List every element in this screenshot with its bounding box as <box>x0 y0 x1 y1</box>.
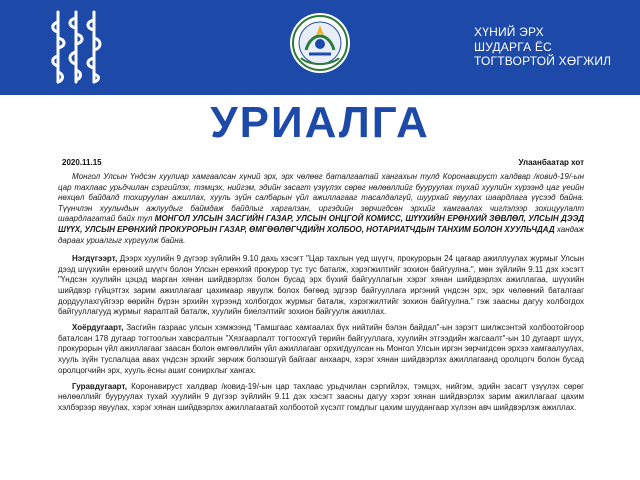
intro-tail: хандаж дараах уриалгыг хүргүүлж байна. <box>58 224 584 245</box>
paragraph-3 <box>58 382 584 414</box>
mongolian-script-logo <box>48 8 108 86</box>
page-title: УРИАЛГА <box>210 98 430 147</box>
paragraph-1-lead: Нэгдүгээрт, <box>72 254 118 264</box>
intro-text: Монгол Улсын Үндсэн хуулиар хамгаалсан хүний эрх, эрх чөлөөг баталгаатай хангахын тулд Коронавируст халдвар /ковид-19/-ын цар тахлаас урьдчилан сэргийлэх, тэмцэх, нийгэм, эдийн засагт үзүүлэх сөрөг нөлөөллийг бууруулах тухай хуулийн хүрээнд цаг үеийн нөхцөл байдалд тохируулан ажиллах, хууль зүйн салбарын үйл ажиллагааг тасалдалгүй, шуурхай явуулах шаардлага үүсээд байна. Түүнчлэн хуульчдын ажлуудыг баймдаж байдлыг харгалзан, иргэдийн зөрчигдсөн эрхийг хамгаалах чиглэлээр зохицуулалт шаардлагатай байх тул <box>58 172 584 224</box>
paragraph-2-text: Засгийн газраас улсын хэмжээнд "Гамшгаас хамгаалах бүх нийтийн бэлэн байдал"-ын зэрэгт шилжсэнтэй холбоотойгоор баталсан 178 дугаар тогтоолын хавсралтын "Хязгаарлалт тогтоохгүй төрийн байгууллага, хуулийн этгээдийн жагсаалт"-ын 10 дугаарт шүүх, прокурорын үйл ажиллагааг заасан болон өмгөөллийн үйл ажиллагааг орхигдуулсан нь Монгол Улсын иргэн зөрчигдсөн эрхээ хамгаалуулах, хууль зүйн туслалцаа авах үндсэн эрхийг зөрчиж болзошгүй байгааг анхаарч, хэрэг хянан шийдвэрлэх ажиллагаанд оролцогч болон бусад оролцогчийн эрх, хууль ёсны ашиг сонирхлыг хангах. <box>58 323 584 375</box>
document-date: 2020.11.15 <box>62 158 102 167</box>
commission-emblem <box>289 12 351 74</box>
paragraph-3-lead: Гуравдугаарт, <box>72 381 128 391</box>
org-name-line3: ТОГТВОРТОЙ ХӨГЖИЛ <box>474 54 612 68</box>
header-banner <box>0 0 640 95</box>
paragraph-1 <box>58 254 584 318</box>
document-body <box>58 172 584 419</box>
paragraph-2 <box>58 323 584 376</box>
document-place: Улаанбаатар хот <box>518 158 584 167</box>
organization-name <box>474 25 634 69</box>
paragraph-1-text: Дээрх хуулийн 9 дүгээр зүйлийн 9.10 дахь хэсэгт "Цар тахлын үед шүүгч, прокурорын 24 цагаар ажиллуулах журмыг Улсын дээд шүүхийн ерөнхий шүүгч болон Улсын ерөнхий прокурор тус тус баталж, хэрэгжилтийг зохион байгуулна.", мөн зүйлийн 9.11 дэх хэсэгт "Үндсэн хуулийн цэцэд марган хянан шийдвэрлэх болон бусад эрх бүхий байгууллагын хэрэг хянан шийдвэрлэх ажиллагаа, шүүхийн шийдвэр гүйцэтгэх зарим ажиллагааг цахимаар явуулж болох бөгөөд эдгээр байгууллага иргэний үндсэн эрх, эрх чөлөөний баталгааг дордуулахгүйгээр өөрийн бүрэн эрхийн хүрээнд холбогдох журмыг баталж, хэрэгжилтийг зохион байгуулна." гэж заасны дагуу холбогдох байгууллагууд журмыг яаралтай баталж, хуулийн биелэлтийг зохион байгуулж ажиллах. <box>58 254 584 317</box>
intro-paragraph <box>58 172 584 246</box>
paragraph-3-text: Коронавируст халдвар /ковид-19/-ын цар тахлаас урьдчилан сэргийлэх, тэмцэх, нийгэм, эдийн засагт үзүүлэх сөрөг нөлөөллийг бууруулах тухай хуулийн 9 дүгээр зүйлийн 9.11 дэх хэсэгт заасны дагуу хэрэг хянан шийдвэрлэх зарим ажиллагааг цахим хэлбэрээр явуулах, хэрэг хянан шийдвэрлэх ажиллагаатай холбоотой хүсэлт гомдлыг цахим шуудангаар хүлээн авч шийдвэрлэж ажиллах. <box>58 381 584 412</box>
addressees: МОНГОЛ УЛСЫН ЗАСГИЙН ГАЗАР, УЛСЫН ОНЦГОЙ КОМИСС, ШҮҮХИЙН ЕРӨНХИЙ ЗӨВЛӨЛ, УЛСЫН ДЭЭД ШҮҮХ, УЛСЫН ЕРӨНХИЙ ПРОКУРОРЫН ГАЗАР, ӨМГӨӨЛӨГЧДИЙН ХОЛБОО, НОТАРИАТЧДЫН ТАНХИМ БОЛОН ХУУЛЬЧДАД <box>58 214 584 234</box>
org-name-line1: ХҮНИЙ ЭРХ <box>474 25 544 39</box>
paragraph-2-lead: Хоёрдугаарт, <box>72 323 124 333</box>
org-name-line2: ШУДАРГА ЁС <box>474 39 552 54</box>
